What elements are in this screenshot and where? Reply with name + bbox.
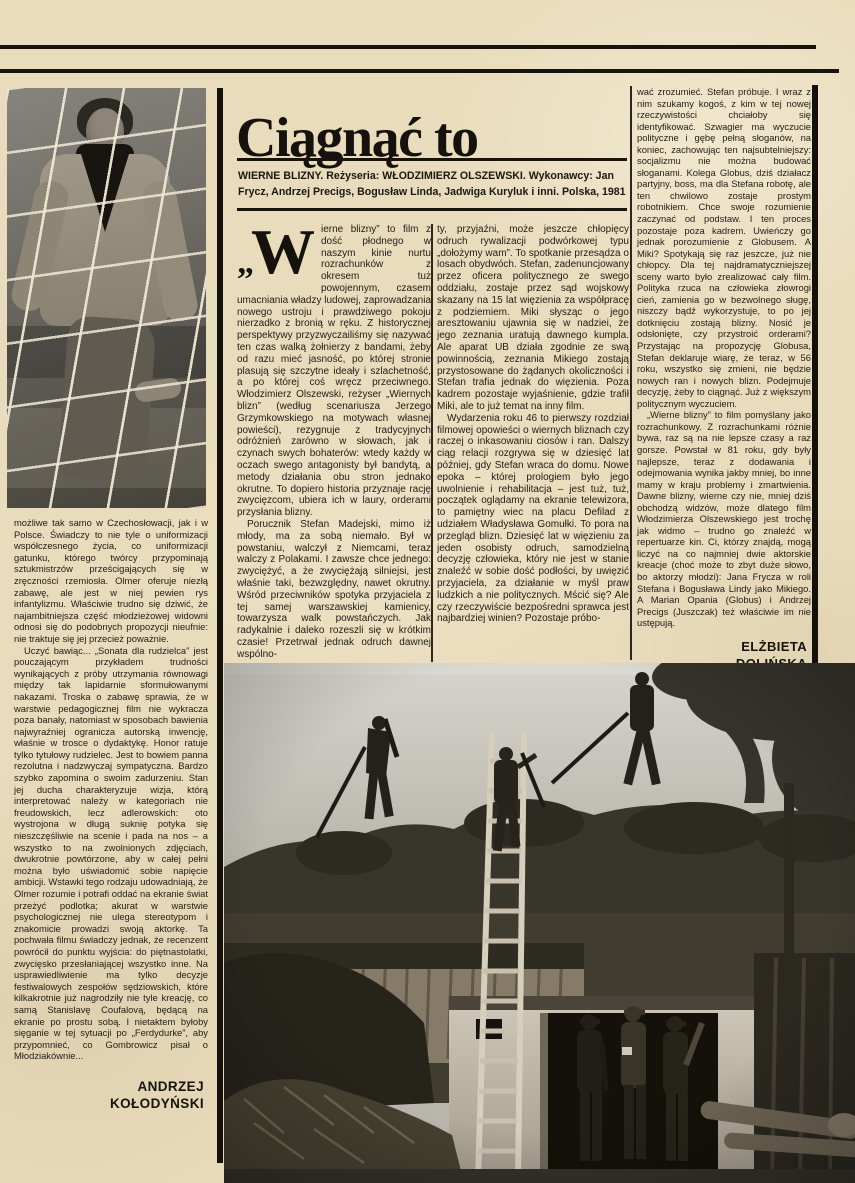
paragraph-text: ierne blizny” to film z dość płodnego w naszym kinie nurtu rozrachunków z okresem tuż powojennym, czasem umacniania władzy ludowej, zaprowadzania nowego ustroju i prawdziwego pokoju nierzadko z bronią w ręku. Z historycznej perspektywy przyzwyczailiśmy się nazywać ten czas walką żołnierzy z bandami, żeby od razu mieć jasność, po której stronie plasują się szczytne ideały i szlachetność, a po której coś wręcz przeciwnego. Włodzimierz Olszewski, reżyser „Wiernych blizn” (według scenariusza Jerzego Grzymkowskiego na motywach własnej powieści), rezygnuje z tradycyjnych odróżnień zarówno w słowach, jak i czynach swych bohaterów: wtedy każdy w oczach swego antagonisty był bandytą, a metody działania obu stron jednako okrutne. To dopiero historia przyznaje rację zwycięzcom, ubiera ich w laury, orderami przysłania blizny. [237,224,431,519]
paragraph: Porucznik Stefan Madejski, mimo iż młody, ma za sobą niemało. Był w powstaniu, walczył z Niemcami, teraz walczy z Polakami. I zawsze chce jednego: zwyciężyć, a że zwyciężają silniejsi, jest właśnie taki, bezwzględny, nawet okrutny. Wśród przeciwników spotyka przyjaciela z tej samej warszawskiej kamienicy, towarzysza walk powstańczych. Jak radykalnie i daleko rozeszli się w krótkim czasie! Przetrwał jednak odruch dawnej wspólno- [237,518,431,660]
column-rule-1-2 [431,224,433,662]
portrait-photo [7,88,206,508]
left-article-column [14,517,208,1113]
article-title: Ciągnąć to [236,106,478,169]
column-rule-2-3 [630,86,632,660]
film-credits: WIERNE BLIZNY. Reżyseria: WŁODZIMIERZ OLSZEWSKI. Wykonawcy: Jan Frycz, Andrzej Precigs, Bogusław Linda, Jadwiga Kuryluk i inni. Polska, 1981 [237,158,627,211]
paragraph [237,224,431,519]
article-column-2 [437,224,629,662]
left-column-divider-bar [217,88,223,1163]
author-signature-left: ANDRZEJ KOŁODYŃSKI [109,1078,204,1112]
top-rule-1 [0,45,816,49]
paragraph: wać zrozumieć. Stefan próbuje. I wraz z nim szukamy kogoś, z kim w tej nowej rzeczywistości chciałoby się identyfikować. Szwagier ma wyczucie polityczne i gębę pełną słoganów, na koniec, zachowując ten najsubtelniejszy: socjalizmu nie można budować słoganami. Kolega Globus, dziś działacz partyjny, boss, ma dla Stefana robotę, ale ten chwilowo zostaje prostym robotnikiem. Chce swoje rozumienie zaczynać od podstaw. I ten proces pozostaje poza kadrem. Uwieńczy go jednak porozumienie z Globusem. A Miki? Spotykają się raz jeszcze, już nie chłopcy. Dla tej najdramatyczniejszej sceny warto było zrealizować cały film. Polityka rzuca na człowieka złowrogi cień, zamienia go w bezwolnego sługę, niszczy bądź wykorzystuje, to po jej dotknięciu zostają blizny. Nosić je odsłonięte, czy przystroić orderami? Przystając na propozycję Globusa, Stefan deklaruje wiarę, że teraz, w 56 roku, wszystko się zmieni, nie będzie nowych ran i nowych blizn. Podejmuje decyzję, żeby to ciągnąć. Już z większym politycznym wyczuciem. [637,86,811,409]
article-column-1 [237,224,431,662]
paragraph: możliwe tak samo w Czechosłowacji, jak i w Polsce. Świadczy to nie tyle o uniformizacji współczesnego życia, co uniformizacji gatunku, którego twórcy przypominają sztukmistrzów prześcigających się w zręczności rzemiosła. Olmer oferuje niezłą zabawę, ale jest w niej pewien rys infantylizmu. Właściwie trudno się dziwić, że najambitniejsza część młodzieżowej widowni odnosi się do podobnych propozycji nieufnie: nie traktuje się jej przecież poważnie. [14,517,208,644]
article-column-3 [637,86,811,672]
top-rule-2 [0,69,839,73]
drop-cap: „W [237,224,315,287]
scene-photo [224,663,855,1183]
right-edge-bar [812,85,818,663]
vignette [224,663,855,1183]
paragraph: Uczyć bawiąc... „Sonata dla rudzielca” jest pouczającym przykładem trudności wynikających z próby utrzymania równowagi między tak lapidarnie sformułowanymi nakazami. Troska o zabawę sprawia, że w warstwie pedagogicznej film nie wykracza poza banały, natomiast w sposobach bawienia najwyraźniej ogranicza autorską inwencję, właśnie w trosce o dydaktykę. Honor ratuje tylko tytułowy rudzielec. Jest to bowiem panna rezolutna i nadzwyczaj sympatyczna. Bardzo szybko zapomina o swoim zadurzeniu. Stan jej ducha charakteryzuje wizja, którą interpretować należy w kategoriach nie freudowskich, lecz adlerowskich: oto wystrojona w długą suknię potyka się nieszczęśliwie na scenie i pada na nos – a wszystko to na zwolnionych zdjęciach, dwukrotnie powtórzone, aby w całej pełni można było uświadomić sobie napięcie ambicji. Wstawki tego rodzaju udowadniają, że Olmer rozumie i potrafi oddać na ekranie świat przeżyć podlotka; akurat w warstwie psychologicznej nie ulega stereotypom i znakomicie prowadzi swoją aktorkę. Ta pochwała filmu świadczy jednak, że recenzent powrócił do punktu wyjścia: do piętnastolatki, zwycięsko przesłaniającej wszystko inne. Na usprawiedliwienie ma tylko decyzje festiwalowych zespołów sędziowskich, które kilkakrotnie już nagrodziły nie tyle kreację, co samą Stanislavę Coufalovą, będącą na ekranie po prostu sobą. I nietaktem byłoby sięganie w tej sytuacji po „Ferdydurke”, aby przypomnieć, co Gombrowicz pisał o Młodziakównie... [14,644,208,1062]
scene-photo-illustration [224,663,855,1183]
author-signature-main: ELŻBIETA [741,638,807,654]
paragraph: „Wierne blizny” to film pomyślany jako rozrachunkowy. Z rozrachunkami różnie bywa, raz są na nie lepsze czasy a raz gorsze. Powstał w 81 roku, gdy były najlepsze, teraz z dodawania i odejmowania wynika jakby mniej, bo inne mamy w kraju problemy i zmartwienia. Dawne blizny, wierne czy nie, mniej dziś obchodzą widzów, może dlatego film Włodzimierza Olszewskiego jest trochę jak widmo – trudno go znaleźć w repertuarze kin. Ci, którzy znajdą, mogą liczyć na co najmniej dwie aktorskie kreacje (choć może to zbyt duże słowo, bo aktorzy młodzi): Jana Frycza w roli Stefana i Bogusława Lindy jako Mikiego. A Marian Opania (Globus) i Andrzej Precigs (Juszczak) też właściwie im nie ustępują. [637,409,811,629]
paragraph: ty, przyjaźni, może jeszcze chłopięcy odruch rywalizacji podwórkowej typu „dołożymy wam”. To spotkanie przesądza o losach obydwóch. Stefan, zadenuncjowany przez oficera politycznego ze swego oddziału, zostaje przez sąd wojskowy skazany na 15 lat więzienia za współpracę z podziemiem. Miki słysząc o jego aresztowaniu ujawnia się w nadziei, że jego zeznania uratują dawnego kumpla. Ale aparat UB działa zgodnie ze swą powinnością, zeznania Mikiego zostają przystosowane do żądanych okoliczności i Stefan trafia jednak do więzienia. Poza kadrem pozostaje wyjaśnienie, gdzie trafił Miki, ale to już temat na inny film. [437,224,629,412]
net-overlay [7,88,206,508]
paragraph: Wydarzenia roku 46 to pierwszy rozdział filmowej opowieści o wiernych bliznach czy raczej o inkasowaniu ciosów i ran. Dalszy ciąg relacji rozgrywa się w dziesięć lat później, gdy Stefan wraca do domu. Nowe epoka – której prologiem było jego uwolnienie i rehabilitacja – jest tuż, tuż, początek oglądamy na ekranie telewizora, to pamiętny wiec na placu Defilad z udziałem Władysława Gomułki. To pora na przegląd blizn. Dziesięć lat w więzieniu za jeden osobisty odruch, samodzielną decyzję człowieka, który nie jest w stanie znaleźć w sobie dość podłości, by uwięzić przyjaciela, za działanie w myśl praw ludzkich a nie politycznych. Mścić się? Ale czy rzeczywiście bezpośredni sprawca jest najbardziej winien? Pozostaje próbo- [437,412,629,625]
